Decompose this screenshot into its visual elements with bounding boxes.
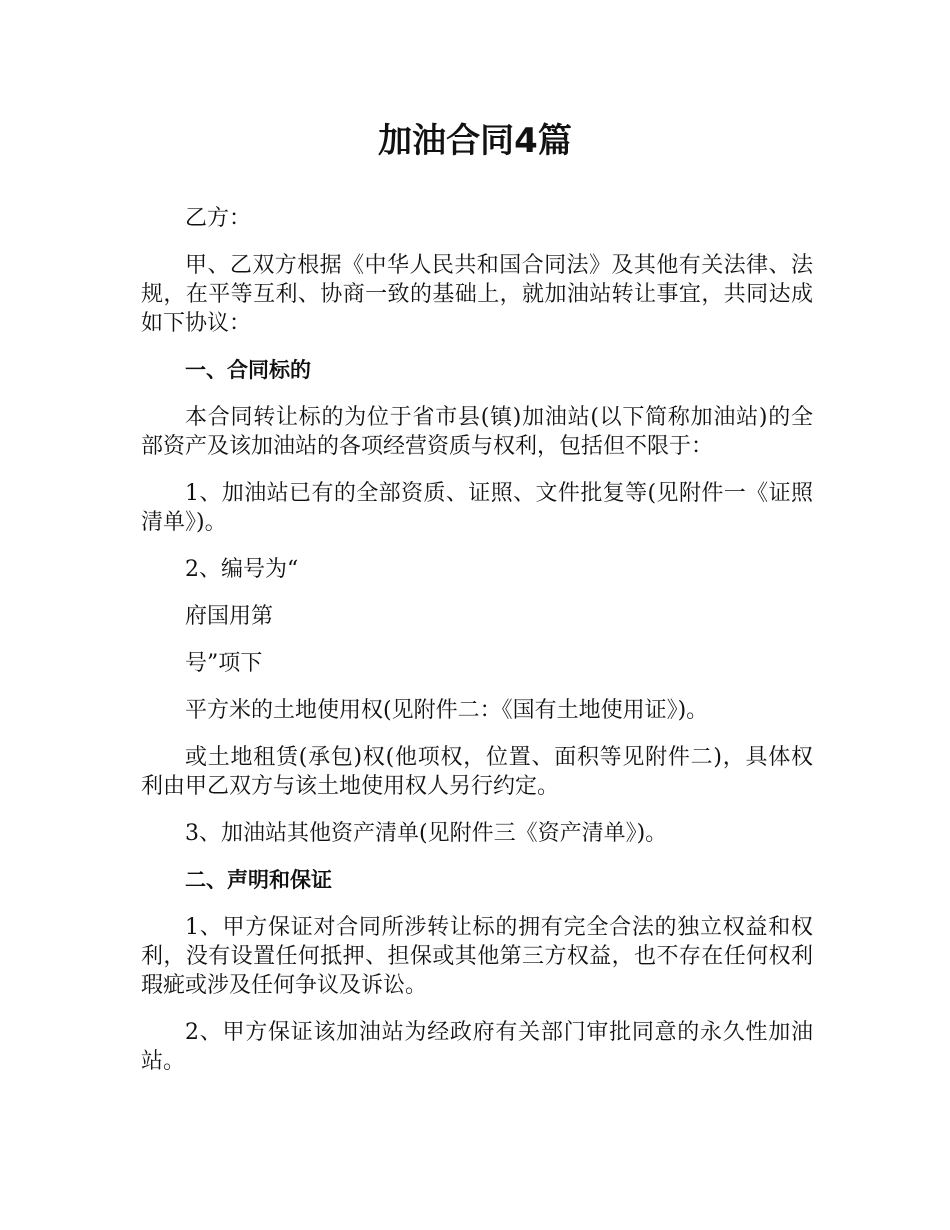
paragraph-warranty-2: 2、甲方保证该加油站为经政府有关部门审批同意的永久性加油站。 — [141, 1020, 813, 1074]
paragraph-item-1: 1、加油站已有的全部资质、证照、文件批复等(见附件一《证照清单》)。 — [141, 481, 813, 535]
paragraph-preamble: 甲、乙双方根据《中华人民共和国合同法》及其他有关法律、法规，在平等互利、协商一致的基础上，就加油站转让事宜，共同达成如下协议： — [141, 253, 813, 336]
paragraph-subject-description: 本合同转让标的为位于省市县(镇)加油站(以下简称加油站)的全部资产及该加油站的各项经营资质与权利，包括但不限于： — [141, 405, 813, 459]
paragraph-warranty-1: 1、甲方保证对合同所涉转让标的拥有完全合法的独立权益和权利，没有设置任何抵押、担保或其他第三方权益，也不存在任何权利瑕疵或涉及任何争议及诉讼。 — [141, 915, 813, 998]
paragraph-item-3: 3、加油站其他资产清单(见附件三《资产清单》)。 — [185, 821, 668, 846]
section-heading-contract-subject: 一、合同标的 — [185, 358, 311, 382]
paragraph-land-lease: 或土地租赁(承包)权(他项权，位置、面积等见附件二)，具体权利由甲乙双方与该土地使用权人另行约定。 — [141, 745, 813, 799]
paragraph-party-b: 乙方： — [185, 206, 252, 231]
section-heading-representations: 二、声明和保证 — [185, 868, 332, 892]
paragraph-item-2-number-suffix: 号”项下 — [185, 651, 263, 676]
paragraph-item-2-certificate: 府国用第 — [185, 604, 274, 629]
document-title: 加油合同4篇 — [378, 121, 572, 161]
paragraph-item-2-land-area: 平方米的土地使用权(见附件二：《国有土地使用证》)。 — [185, 698, 709, 723]
paragraph-item-2-number: 2、编号为“ — [185, 557, 299, 582]
document-body — [141, 204, 813, 1094]
